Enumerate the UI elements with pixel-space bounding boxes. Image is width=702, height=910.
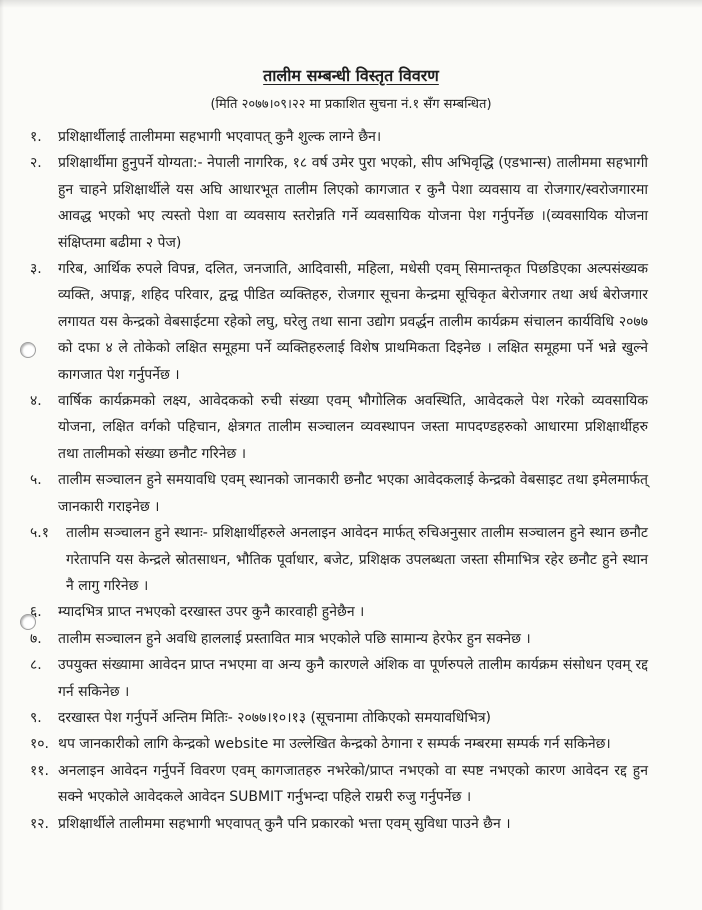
item-number: २. <box>30 155 42 172</box>
item-number: १. <box>30 129 42 145</box>
list-item-12 <box>30 811 648 837</box>
item-number: १०. <box>30 736 50 753</box>
item-number: ५.१ <box>30 525 50 542</box>
list-item-9 <box>30 705 648 731</box>
list-item-3 <box>30 256 648 388</box>
item-number: ८. <box>30 657 42 674</box>
list-item-5-1 <box>30 520 648 599</box>
document-title: तालीम सम्बन्धी विस्तृत विवरण <box>263 66 439 85</box>
item-number: ५. <box>30 472 42 489</box>
item-number: १२. <box>30 815 50 832</box>
item-text: प्रशिक्षार्थीले तालीममा सहभागी भएवापत् कुनै पनि प्रकारको भत्ता एवम् सुविधा पाउने छैन । <box>58 815 511 832</box>
item-number: ४. <box>30 393 42 410</box>
list-item-2 <box>30 150 648 256</box>
item-text: उपयुक्त संख्यामा आवेदन प्राप्त नभएमा वा अन्य कुनै कारणले अंशिक वा पूर्णरुपले तालीम कार्यक्रम संसोधन एवम् रद्द गर्न सकिनेछ । <box>58 657 648 700</box>
item-number: ६. <box>30 604 42 621</box>
list-item-11 <box>30 758 648 811</box>
list-item-8 <box>30 652 648 705</box>
item-text: तालीम सञ्चालन हुने अवधि हाललाई प्रस्तावित मात्र भएकोले पछि सामान्य हेरफेर हुन सक्नेछ । <box>58 630 531 647</box>
item-text: दरखास्त पेश गर्नुपर्ने अन्तिम मितिः- २०७७।१०।१३ (सूचनामा तोकिएको समयावधिभित्र) <box>58 709 492 726</box>
item-text: म्यादभित्र प्राप्त नभएको दरखास्त उपर कुनै कारवाही हुनेछैन । <box>58 604 365 621</box>
list-item-10 <box>30 731 648 757</box>
item-text: प्रशिक्षार्थीमा हुनुपर्ने योग्यता:- नेपाली नागरिक, १८ वर्ष उमेर पुरा भएको, सीप अभिवृद्धि (एडभान्स) तालीममा सहभागी हुन चाहने प्रशिक्षार्थीले यस अघि आधारभूत तालीम लिएको कागजात र कुनै पेशा व्यवसाय वा रोजगार/स्वरोजगारमा आवद्ध भएको भए त्यस्तो पेशा वा व्यवसाय स्तरोन्नति गर्ने व्यवसायिक योजना पेश गर्नुपर्नेछ ।(व्यवसायिक योजना संक्षिप्तमा बढीमा २ पेज) <box>58 155 648 251</box>
list-item-7 <box>30 626 648 652</box>
item-text: प्रशिक्षार्थीलाई तालीममा सहभागी भएवापत् कुनै शुल्क लाग्ने छैन। <box>58 129 382 145</box>
scan-shadow-top <box>0 0 702 8</box>
document-subtitle: (मिति २०७७।०९।२२ मा प्रकाशित सुचना नं.१ सँग सम्बन्धित) <box>210 97 492 112</box>
item-number: ७. <box>30 630 42 647</box>
list-item-1 <box>30 124 648 150</box>
item-text: थप जानकारीको लागि केन्द्रको website मा उल्लेखित केन्द्रको ठेगाना र सम्पर्क नम्बरमा सम्पर्क गर्न सकिनेछ। <box>58 736 611 753</box>
list-item-4 <box>30 388 648 467</box>
numbered-list <box>30 124 648 837</box>
list-item-5 <box>30 467 648 520</box>
item-number: ११. <box>30 762 50 779</box>
scan-shadow-left <box>0 0 4 910</box>
item-number: ३. <box>30 261 42 278</box>
item-text: अनलाइन आवेदन गर्नुपर्ने विवरण एवम् कागजातहरु नभरेको/प्राप्त नभएको वा स्पष्ट नभएको कारण आवेदन रद्द हुन सक्ने भएकोले आवेदकले आवेदन SUBMIT गर्नुभन्दा पहिले राम्ररी रुजु गर्नुपर्नेछ । <box>58 762 648 806</box>
list-item-6 <box>30 599 648 625</box>
item-text: गरिब, आर्थिक रुपले विपन्न, दलित, जनजाति, आदिवासी, महिला, मधेसी एवम् सिमान्तकृत पिछडिएका अल्पसंख्यक व्यक्ति, अपाङ्ग, शहिद परिवार, द्वन्द्व पीडित व्यक्तिहरु, रोजगार सूचना केन्द्रमा सूचिकृत बेरोजगार तथा अर्ध बेरोजगार लगायत यस केन्द्रको वेबसाईटमा रहेको लघु, घरेलु तथा साना उद्योग प्रवर्द्धन तालीम कार्यक्रम संचालन कार्यविधि २०७७ को दफा ४ ले तोकेको लक्षित समूहमा पर्ने व्यक्तिहरुलाई विशेष प्राथमिकता दिइनेछ । लक्षित समूहमा पर्ने भन्ने खुल्ने कागजात पेश गर्नुपर्नेछ । <box>58 261 648 383</box>
item-text: तालीम सञ्चालन हुने समयावधि एवम् स्थानको जानकारी छनौट भएका आवेदकलाई केन्द्रको वेबसाइट तथा इमेलमार्फत् जानकारी गराइनेछ । <box>58 472 648 515</box>
item-number: ९. <box>30 709 42 726</box>
item-text: तालीम सञ्चालन हुने स्थानः- प्रशिक्षार्थीहरुले अनलाइन आवेदन मार्फत् रुचिअनुसार तालीम सञ्चालन हुने स्थान छनौट गरेतापनि यस केन्द्रले स्रोतसाधन, भौतिक पूर्वाधार, बजेट, प्रशिक्षक उपलब्धता जस्ता सीमाभित्र रहेर छनौट हुने स्थान नै लागु गरिनेछ । <box>66 525 648 594</box>
item-text: वार्षिक कार्यक्रमको लक्ष्य, आवेदकको रुची संख्या एवम् भौगोलिक अवस्थिति, आवेदकले पेश गरेको व्यवसायिक योजना, लक्षित वर्गको पहिचान, क्षेत्रगत तालीम सञ्चालन व्यवस्थापन जस्ता मापदण्डहरुको आधारमा प्रशिक्षार्थीहरु तथा तालीमको संख्या छनौट गरिनेछ । <box>58 393 648 462</box>
